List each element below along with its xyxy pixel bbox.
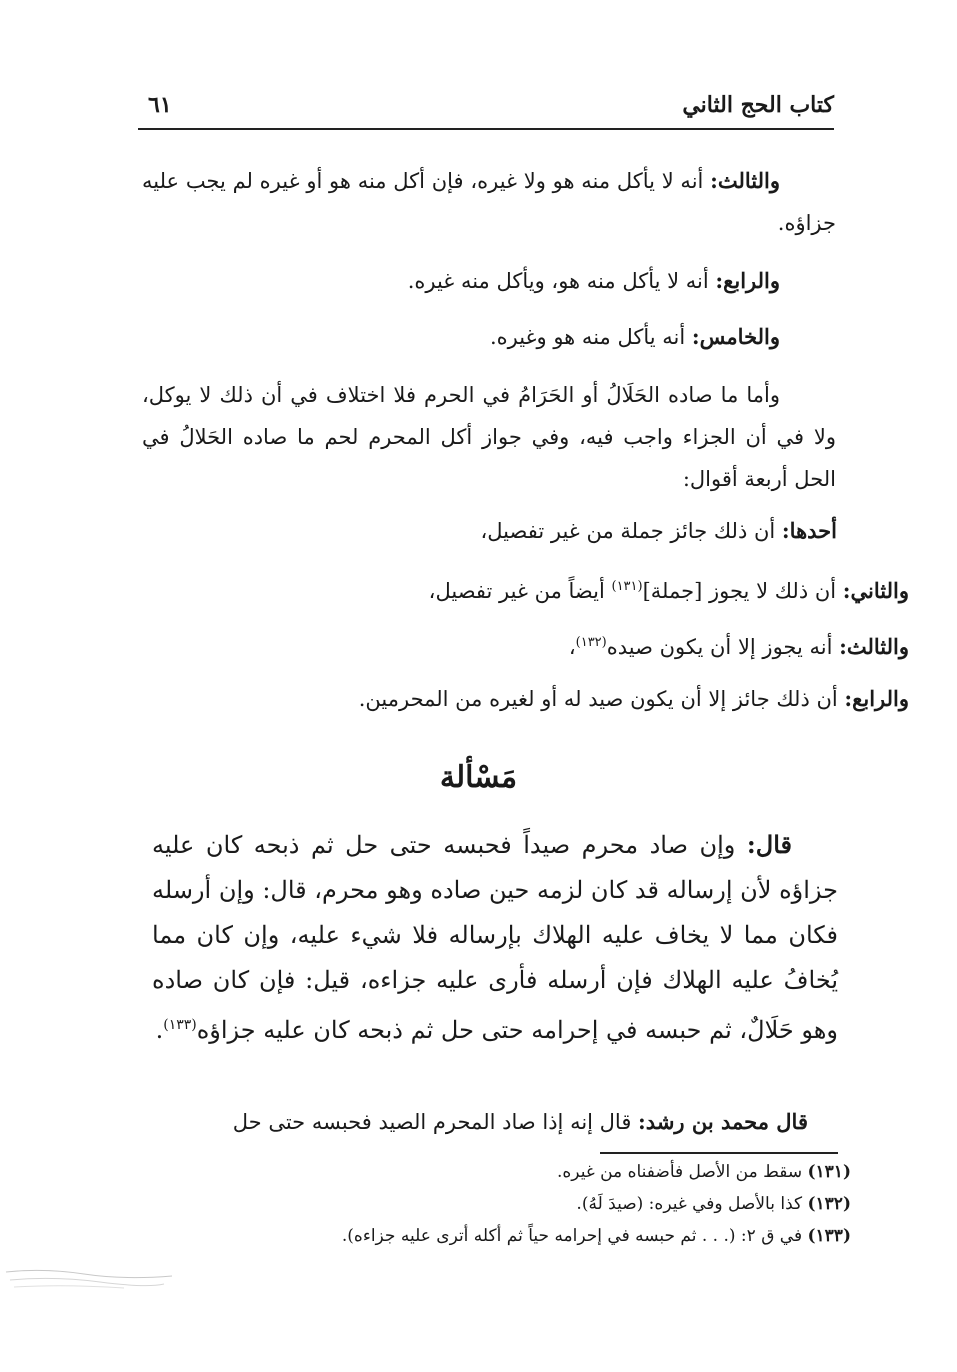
paragraph-third bbox=[142, 160, 836, 244]
quoted-question bbox=[152, 822, 838, 1053]
paragraph-label: والخامس: bbox=[691, 324, 780, 349]
paragraph-fifth bbox=[142, 316, 836, 358]
footnote-text: في ق ٢: (. . . ثم حبسه في إحرامه حياً ثم أكله أترى عليه جزاءه). bbox=[341, 1226, 808, 1246]
opinion-text: أنه يجوز إلا أن يكون صيده bbox=[606, 635, 840, 659]
page-number: ٦١ bbox=[148, 92, 172, 118]
footnote-131 bbox=[151, 1156, 851, 1188]
opinion-label: والرابع: bbox=[844, 686, 909, 711]
opinion-second bbox=[249, 566, 909, 612]
paragraph-text: أنه لا يأكل منه هو ولا غيره، فإن أكل منه هو أو غيره لم يجب عليه جزاؤه. bbox=[142, 169, 836, 235]
footnotes bbox=[151, 1156, 851, 1252]
opinion-label: أحدها: bbox=[781, 518, 837, 543]
section-heading: مَسْألة bbox=[439, 760, 518, 795]
footnote-number: (١٣٢) bbox=[807, 1194, 851, 1214]
footnote-ref[interactable]: (١٣٢) bbox=[575, 635, 607, 650]
quote-text: وإن صاد محرم صيداً فحبسه حتى حل ثم ذبحه كان عليه جزاؤه لأن إرساله قد كان لزمه حين صاده وهو محرم، قال: وإن أرسله فكان مما لا يخاف عليه الهلاك بإرساله فلا شيء عليه، وإن كان مما يُخافُ عليه الهلاك فإن أرسله فأرى عليه جزاءه، قيل: فإن كان صاده وهو حَلَالٌ، ثم حبسه في إحرامه حتى حل ثم ذبحه كان عليه جزاؤه bbox=[152, 831, 838, 1044]
running-header bbox=[138, 88, 834, 130]
opinion-text-after: ، bbox=[568, 635, 576, 659]
footnote-133 bbox=[151, 1220, 851, 1252]
footnote-divider bbox=[600, 1152, 838, 1154]
paragraph-label: والرابع: bbox=[715, 268, 780, 293]
footnote-ref[interactable]: (١٣٣) bbox=[163, 1017, 197, 1033]
paragraph-text: أنه يأكل منه هو وغيره. bbox=[489, 325, 692, 349]
footnote-132 bbox=[151, 1188, 851, 1220]
scan-artifact bbox=[4, 1262, 174, 1292]
opinion-text-after: أيضاً من غير تفصيل، bbox=[428, 579, 612, 603]
footnote-number: (١٣٣) bbox=[807, 1226, 851, 1246]
opinion-text: أن ذلك لا يجوز [جملة] bbox=[642, 579, 843, 603]
quote-text-after: . bbox=[155, 1016, 164, 1044]
paragraph-text: أنه لا يأكل منه هو، ويأكل منه غيره. bbox=[407, 269, 716, 293]
paragraph-hunting-in-haram bbox=[142, 374, 836, 500]
opinion-third bbox=[249, 622, 909, 668]
opinion-text: أن ذلك جائز جملة من غير تفصيل، bbox=[480, 519, 782, 543]
opinion-first bbox=[217, 510, 837, 552]
footnote-number: (١٣١) bbox=[807, 1162, 851, 1182]
opinion-text: أن ذلك جائز إلا أن يكون صيد له أو لغيره من المحرمين. bbox=[358, 687, 845, 711]
footnote-ref[interactable]: (١٣١) bbox=[611, 579, 643, 594]
opinion-label: والثاني: bbox=[842, 578, 909, 603]
book-title: كتاب الحج الثاني bbox=[682, 92, 834, 118]
opinion-label: والثالث: bbox=[839, 634, 909, 659]
footnote-text: كذا بالأصل وفي غيره: (صيدَ لَهُ). bbox=[576, 1194, 808, 1214]
commentary-text: قال إنه إذا صاد المحرم الصيد فحبسه حتى حل bbox=[232, 1110, 639, 1134]
commentary-paragraph bbox=[158, 1104, 838, 1140]
footnote-text: سقط من الأصل فأضفناه من غيره. bbox=[557, 1162, 808, 1182]
paragraph-text: وأما ما صاده الحَلَالُ أو الحَرَامُ في الحرم فلا اختلاف في أن ذلك لا يوكل، ولا في أن الجزاء واجب فيه، وفي جواز أكل المحرم لحم ما صاده الحَلالُ في الحل أربعة أقوال: bbox=[142, 383, 836, 491]
quote-label: قال: bbox=[746, 830, 792, 859]
commentary-label: قال محمد بن رشد: bbox=[638, 1109, 808, 1134]
opinion-fourth bbox=[249, 678, 909, 720]
paragraph-label: والثالث: bbox=[710, 168, 780, 193]
paragraph-fourth bbox=[142, 260, 836, 302]
